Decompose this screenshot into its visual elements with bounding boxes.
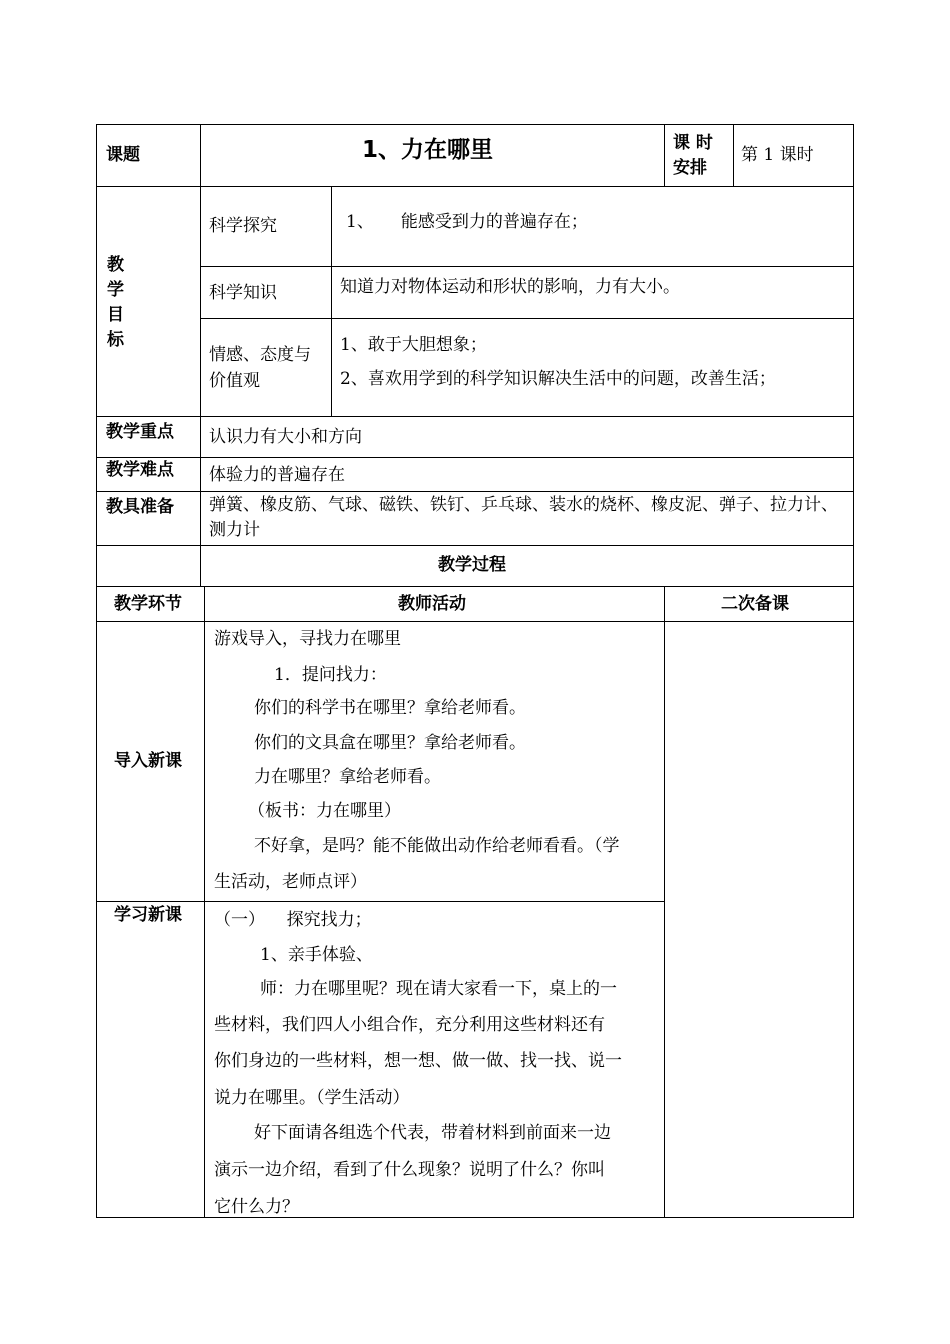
column-header-revision: 二次备课 — [721, 594, 789, 614]
objective-content-attitude: 1、敢于大胆想象； — [340, 335, 487, 355]
column-header-teacher: 教师活动 — [398, 594, 466, 614]
objective-label-knowledge: 科学知识 — [209, 283, 277, 303]
materials-label: 教具准备 — [106, 497, 174, 517]
activity-line: 些材料，我们四人小组合作，充分利用这些材料还有 — [214, 1015, 605, 1035]
activity-line: 游戏导入，寻找力在哪里 — [214, 629, 401, 649]
schedule-label-line2: 安排 — [673, 158, 707, 178]
process-heading: 教学过程 — [438, 555, 506, 575]
section-name-new-lesson: 学习新课 — [114, 905, 182, 925]
objective-content-inquiry: 1、 能感受到力的普遍存在； — [346, 212, 588, 232]
activity-line: 说力在哪里。（学生活动） — [214, 1088, 410, 1108]
activity-line: 师：力在哪里呢？现在请大家看一下，桌上的一 — [260, 979, 617, 999]
objectives-label-char: 学 — [107, 280, 124, 300]
materials-content: 测力计 — [209, 520, 260, 540]
materials-content: 弹簧、橡皮筋、气球、磁铁、铁钉、乒乓球、装水的烧杯、橡皮泥、弹子、拉力计、 — [209, 495, 838, 515]
difficulty-content: 体验力的普遍存在 — [209, 465, 345, 485]
schedule-value: 第 1 课时 — [741, 145, 814, 165]
activity-line: 你们的科学书在哪里？拿给老师看。 — [254, 698, 526, 718]
objective-label-attitude: 情感、态度与 — [209, 345, 311, 365]
revision-notes-area — [665, 622, 853, 1217]
activity-line: 你们的文具盒在哪里？拿给老师看。 — [254, 733, 526, 753]
activity-line: 生活动，老师点评） — [214, 872, 367, 892]
schedule-label-line1: 课 时 — [673, 133, 713, 153]
lesson-title: 1、力在哪里 — [362, 137, 494, 163]
activity-line: 好下面请各组选个代表，带着材料到前面来一边 — [254, 1123, 611, 1143]
activity-line: （板书：力在哪里） — [248, 801, 401, 821]
activity-line: 它什么力？ — [214, 1197, 299, 1217]
objective-label-attitude: 价值观 — [209, 371, 260, 391]
section-name-intro: 导入新课 — [114, 751, 182, 771]
objective-label-inquiry: 科学探究 — [209, 216, 277, 236]
activity-line: （一） 探究找力； — [214, 910, 372, 930]
activity-line: 1、亲手体验、 — [260, 945, 373, 965]
topic-label: 课题 — [106, 145, 140, 165]
key-point-label: 教学重点 — [106, 422, 174, 442]
objectives-label-char: 教 — [107, 255, 124, 275]
activity-line: 1．提问找力： — [274, 665, 387, 685]
activity-line: 演示一边介绍，看到了什么现象？说明了什么？你叫 — [214, 1160, 605, 1180]
objectives-label-char: 标 — [107, 330, 124, 350]
column-header-stage: 教学环节 — [114, 594, 182, 614]
activity-line: 力在哪里？拿给老师看。 — [254, 767, 441, 787]
activity-line: 你们身边的一些材料，想一想、做一做、找一找、说一 — [214, 1051, 622, 1071]
objectives-label-char: 目 — [107, 305, 124, 325]
activity-line: 不好拿，是吗？能不能做出动作给老师看看。（学 — [254, 836, 620, 856]
objective-content-knowledge: 知道力对物体运动和形状的影响，力有大小。 — [340, 277, 680, 297]
objective-content-attitude: 2、喜欢用学到的科学知识解决生活中的问题，改善生活； — [340, 369, 776, 389]
key-point-content: 认识力有大小和方向 — [209, 427, 362, 447]
difficulty-label: 教学难点 — [106, 460, 174, 480]
